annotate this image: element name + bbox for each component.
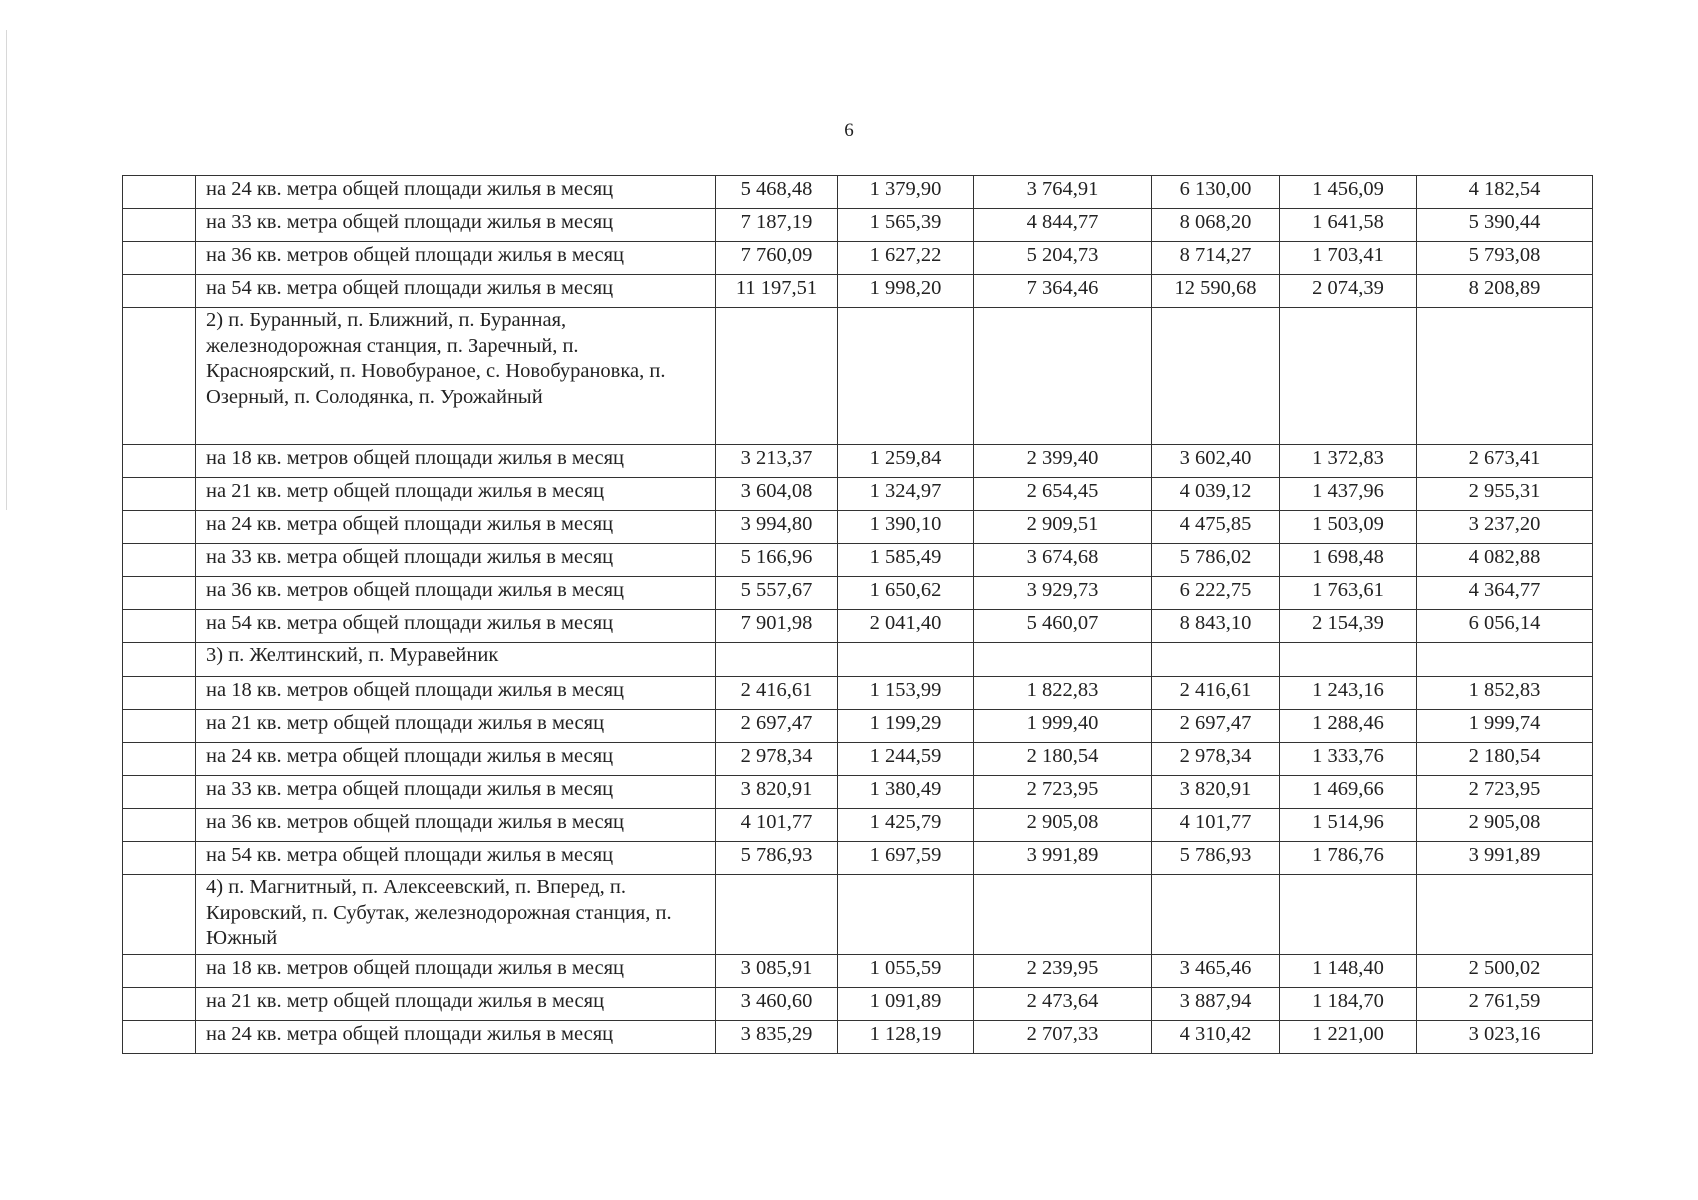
value-cell: 3 465,46: [1152, 955, 1280, 988]
value-cell: 4 364,77: [1417, 577, 1593, 610]
value-cell: 3 460,60: [716, 988, 838, 1021]
value-cell: 1 259,84: [838, 445, 974, 478]
table-row: [123, 809, 1593, 842]
area-norm-label: на 24 кв. метра общей площади жилья в месяц: [196, 743, 716, 776]
value-cell: 1 380,49: [838, 776, 974, 809]
value-cell: 1 148,40: [1280, 955, 1417, 988]
value-cell: 1 703,41: [1280, 242, 1417, 275]
value-cell: 3 085,91: [716, 955, 838, 988]
value-cell: 11 197,51: [716, 275, 838, 308]
area-norm-label: на 36 кв. метров общей площади жилья в месяц: [196, 577, 716, 610]
scan-margin-line: [6, 30, 7, 510]
value-cell: 2 416,61: [716, 677, 838, 710]
value-cell: 3 929,73: [974, 577, 1152, 610]
value-cell: 4 844,77: [974, 209, 1152, 242]
value-cell: 2 723,95: [1417, 776, 1593, 809]
value-cell: 1 199,29: [838, 710, 974, 743]
value-cell: 2 473,64: [974, 988, 1152, 1021]
value-cell: 3 991,89: [1417, 842, 1593, 875]
value-cell: 5 786,93: [716, 842, 838, 875]
table-row: [123, 242, 1593, 275]
value-cell: 1 128,19: [838, 1021, 974, 1054]
area-norm-label: на 54 кв. метра общей площади жилья в месяц: [196, 610, 716, 643]
value-cell: 1 585,49: [838, 544, 974, 577]
row-index-cell: [123, 176, 196, 209]
value-cell: 2 697,47: [716, 710, 838, 743]
table-row: [123, 677, 1593, 710]
value-cell: 1 055,59: [838, 955, 974, 988]
value-cell: 2 673,41: [1417, 445, 1593, 478]
value-cell: 1 503,09: [1280, 511, 1417, 544]
value-cell: 1 425,79: [838, 809, 974, 842]
value-cell: 6 056,14: [1417, 610, 1593, 643]
value-cell: 1 627,22: [838, 242, 974, 275]
value-cell: [1417, 308, 1593, 445]
value-cell: 1 565,39: [838, 209, 974, 242]
value-cell: 4 101,77: [716, 809, 838, 842]
value-cell: 2 909,51: [974, 511, 1152, 544]
value-cell: 1 288,46: [1280, 710, 1417, 743]
value-cell: [974, 875, 1152, 955]
value-cell: 5 468,48: [716, 176, 838, 209]
table-row: [123, 842, 1593, 875]
value-cell: [1152, 643, 1280, 677]
value-cell: 2 978,34: [1152, 743, 1280, 776]
value-cell: 2 041,40: [838, 610, 974, 643]
table-row: [123, 209, 1593, 242]
row-index-cell: [123, 677, 196, 710]
page-number: 6: [844, 120, 854, 141]
row-index-cell: [123, 776, 196, 809]
area-norm-label: на 21 кв. метр общей площади жилья в месяц: [196, 478, 716, 511]
area-norm-label: на 21 кв. метр общей площади жилья в месяц: [196, 988, 716, 1021]
value-cell: 1 697,59: [838, 842, 974, 875]
value-cell: 4 310,42: [1152, 1021, 1280, 1054]
value-cell: 2 074,39: [1280, 275, 1417, 308]
table-row: [123, 743, 1593, 776]
value-cell: 2 905,08: [974, 809, 1152, 842]
row-index-cell: [123, 710, 196, 743]
value-cell: [716, 308, 838, 445]
value-cell: 3 602,40: [1152, 445, 1280, 478]
table-row: [123, 610, 1593, 643]
section-heading: 4) п. Магнитный, п. Алексеевский, п. Вперед, п. Кировский, п. Субутак, железнодорожная станция, п. Южный: [196, 875, 716, 955]
value-cell: 1 998,20: [838, 275, 974, 308]
value-cell: [716, 875, 838, 955]
value-cell: 1 999,74: [1417, 710, 1593, 743]
value-cell: [1152, 875, 1280, 955]
value-cell: [1280, 643, 1417, 677]
section-heading: 3) п. Желтинский, п. Муравейник: [196, 643, 716, 677]
row-index-cell: [123, 577, 196, 610]
value-cell: 4 039,12: [1152, 478, 1280, 511]
value-cell: 2 180,54: [1417, 743, 1593, 776]
area-norm-label: на 24 кв. метра общей площади жилья в месяц: [196, 511, 716, 544]
table-row: [123, 955, 1593, 988]
table-row: [123, 176, 1593, 209]
value-cell: 5 390,44: [1417, 209, 1593, 242]
value-cell: 3 820,91: [1152, 776, 1280, 809]
value-cell: 8 714,27: [1152, 242, 1280, 275]
value-cell: 2 416,61: [1152, 677, 1280, 710]
section-heading: 2) п. Буранный, п. Ближний, п. Буранная, железнодорожная станция, п. Заречный, п. Красноярский, п. Новобураное, с. Новобурановка, п. Озерный, п. Солодянка, п. Урожайный: [196, 308, 716, 445]
value-cell: 4 101,77: [1152, 809, 1280, 842]
value-cell: 1 333,76: [1280, 743, 1417, 776]
value-cell: 2 978,34: [716, 743, 838, 776]
table-row: [123, 544, 1593, 577]
value-cell: 1 221,00: [1280, 1021, 1417, 1054]
value-cell: 5 166,96: [716, 544, 838, 577]
area-norm-label: на 24 кв. метра общей площади жилья в месяц: [196, 176, 716, 209]
row-index-cell: [123, 1021, 196, 1054]
value-cell: 1 514,96: [1280, 809, 1417, 842]
value-cell: 1 153,99: [838, 677, 974, 710]
value-cell: 6 130,00: [1152, 176, 1280, 209]
table-row: [123, 577, 1593, 610]
value-cell: 5 204,73: [974, 242, 1152, 275]
value-cell: 7 187,19: [716, 209, 838, 242]
value-cell: 2 239,95: [974, 955, 1152, 988]
value-cell: 1 324,97: [838, 478, 974, 511]
table-row: [123, 710, 1593, 743]
row-index-cell: [123, 308, 196, 445]
area-norm-label: на 54 кв. метра общей площади жилья в месяц: [196, 842, 716, 875]
value-cell: 1 852,83: [1417, 677, 1593, 710]
value-cell: 1 243,16: [1280, 677, 1417, 710]
value-cell: 3 674,68: [974, 544, 1152, 577]
value-cell: 3 213,37: [716, 445, 838, 478]
value-cell: 6 222,75: [1152, 577, 1280, 610]
value-cell: 3 820,91: [716, 776, 838, 809]
row-index-cell: [123, 988, 196, 1021]
value-cell: 1 822,83: [974, 677, 1152, 710]
section-row: [123, 308, 1593, 445]
value-cell: 1 641,58: [1280, 209, 1417, 242]
value-cell: 3 604,08: [716, 478, 838, 511]
value-cell: [1152, 308, 1280, 445]
value-cell: 1 999,40: [974, 710, 1152, 743]
table-row: [123, 988, 1593, 1021]
area-norm-label: на 36 кв. метров общей площади жилья в месяц: [196, 809, 716, 842]
value-cell: 1 786,76: [1280, 842, 1417, 875]
table-row: [123, 445, 1593, 478]
value-cell: 5 557,67: [716, 577, 838, 610]
area-norm-label: на 33 кв. метра общей площади жилья в месяц: [196, 776, 716, 809]
value-cell: 2 180,54: [974, 743, 1152, 776]
value-cell: 1 456,09: [1280, 176, 1417, 209]
area-norm-label: на 36 кв. метров общей площади жилья в месяц: [196, 242, 716, 275]
value-cell: 4 082,88: [1417, 544, 1593, 577]
value-cell: 1 469,66: [1280, 776, 1417, 809]
value-cell: 3 994,80: [716, 511, 838, 544]
tariff-table: [122, 175, 1593, 1054]
value-cell: 5 793,08: [1417, 242, 1593, 275]
area-norm-label: на 54 кв. метра общей площади жилья в месяц: [196, 275, 716, 308]
value-cell: 12 590,68: [1152, 275, 1280, 308]
value-cell: [716, 643, 838, 677]
value-cell: 1 650,62: [838, 577, 974, 610]
value-cell: 1 437,96: [1280, 478, 1417, 511]
value-cell: 2 707,33: [974, 1021, 1152, 1054]
area-norm-label: на 24 кв. метра общей площади жилья в месяц: [196, 1021, 716, 1054]
section-row: [123, 875, 1593, 955]
row-index-cell: [123, 445, 196, 478]
row-index-cell: [123, 809, 196, 842]
table-row: [123, 511, 1593, 544]
value-cell: 2 761,59: [1417, 988, 1593, 1021]
value-cell: 1 184,70: [1280, 988, 1417, 1021]
value-cell: 2 905,08: [1417, 809, 1593, 842]
value-cell: 8 208,89: [1417, 275, 1593, 308]
row-index-cell: [123, 643, 196, 677]
value-cell: 3 237,20: [1417, 511, 1593, 544]
value-cell: [974, 643, 1152, 677]
value-cell: 1 091,89: [838, 988, 974, 1021]
value-cell: 3 887,94: [1152, 988, 1280, 1021]
value-cell: 7 760,09: [716, 242, 838, 275]
row-index-cell: [123, 478, 196, 511]
row-index-cell: [123, 610, 196, 643]
value-cell: 5 460,07: [974, 610, 1152, 643]
value-cell: 5 786,02: [1152, 544, 1280, 577]
section-row: [123, 643, 1593, 677]
value-cell: [1280, 308, 1417, 445]
value-cell: 1 763,61: [1280, 577, 1417, 610]
value-cell: 2 399,40: [974, 445, 1152, 478]
row-index-cell: [123, 511, 196, 544]
value-cell: [838, 308, 974, 445]
value-cell: 4 182,54: [1417, 176, 1593, 209]
area-norm-label: на 18 кв. метров общей площади жилья в месяц: [196, 677, 716, 710]
value-cell: 3 764,91: [974, 176, 1152, 209]
value-cell: [1280, 875, 1417, 955]
value-cell: 1 372,83: [1280, 445, 1417, 478]
area-norm-label: на 33 кв. метра общей площади жилья в месяц: [196, 544, 716, 577]
row-index-cell: [123, 242, 196, 275]
value-cell: 3 835,29: [716, 1021, 838, 1054]
table-row: [123, 275, 1593, 308]
area-norm-label: на 33 кв. метра общей площади жилья в месяц: [196, 209, 716, 242]
value-cell: 3 991,89: [974, 842, 1152, 875]
row-index-cell: [123, 875, 196, 955]
value-cell: [974, 308, 1152, 445]
value-cell: [1417, 875, 1593, 955]
value-cell: 2 654,45: [974, 478, 1152, 511]
value-cell: 1 244,59: [838, 743, 974, 776]
table-row: [123, 478, 1593, 511]
value-cell: 2 154,39: [1280, 610, 1417, 643]
row-index-cell: [123, 275, 196, 308]
area-norm-label: на 18 кв. метров общей площади жилья в месяц: [196, 955, 716, 988]
value-cell: 4 475,85: [1152, 511, 1280, 544]
value-cell: 2 697,47: [1152, 710, 1280, 743]
row-index-cell: [123, 955, 196, 988]
value-cell: 1 698,48: [1280, 544, 1417, 577]
value-cell: 2 500,02: [1417, 955, 1593, 988]
table-row: [123, 1021, 1593, 1054]
table-row: [123, 776, 1593, 809]
value-cell: 7 364,46: [974, 275, 1152, 308]
area-norm-label: на 21 кв. метр общей площади жилья в месяц: [196, 710, 716, 743]
value-cell: 1 379,90: [838, 176, 974, 209]
value-cell: 1 390,10: [838, 511, 974, 544]
value-cell: 2 723,95: [974, 776, 1152, 809]
area-norm-label: на 18 кв. метров общей площади жилья в месяц: [196, 445, 716, 478]
value-cell: 3 023,16: [1417, 1021, 1593, 1054]
row-index-cell: [123, 743, 196, 776]
row-index-cell: [123, 209, 196, 242]
value-cell: [1417, 643, 1593, 677]
value-cell: 5 786,93: [1152, 842, 1280, 875]
row-index-cell: [123, 544, 196, 577]
value-cell: 8 068,20: [1152, 209, 1280, 242]
row-index-cell: [123, 842, 196, 875]
value-cell: [838, 643, 974, 677]
value-cell: 2 955,31: [1417, 478, 1593, 511]
value-cell: [838, 875, 974, 955]
value-cell: 8 843,10: [1152, 610, 1280, 643]
value-cell: 7 901,98: [716, 610, 838, 643]
